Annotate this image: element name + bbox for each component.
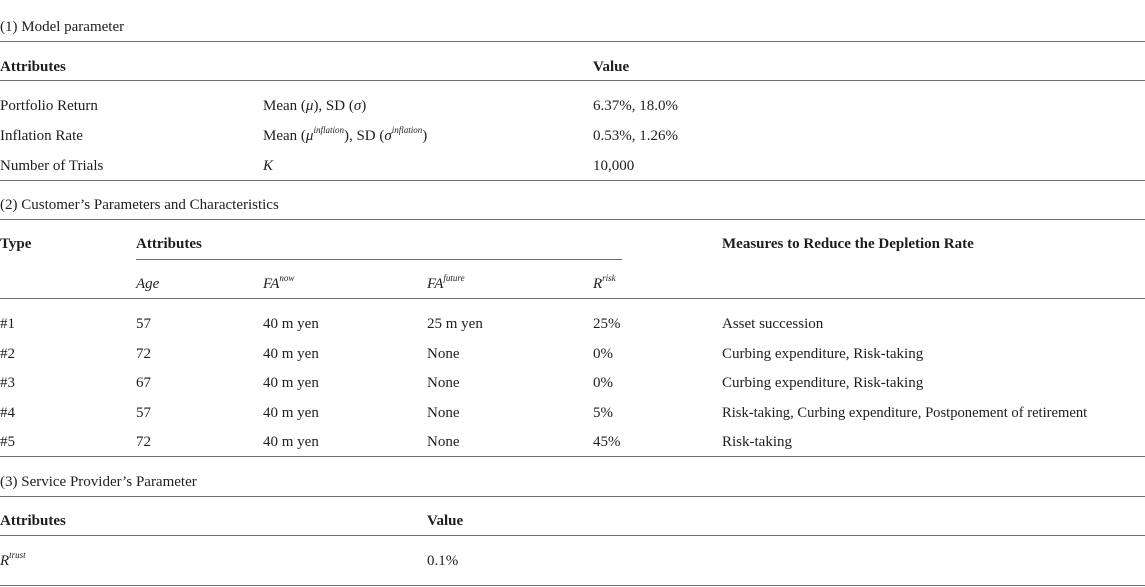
s2-cell-measures: Asset succession [722,316,824,332]
s1-row-name: Number of Trials [0,158,104,174]
s1-row-value: 0.53%, 1.26% [593,128,678,144]
s2-cell-age: 67 [136,375,151,391]
s2-cell-fa-future: None [427,405,460,421]
s1-header-value: Value [593,59,630,75]
s2-cell-fa-now: 40 m yen [263,405,319,421]
s2-cell-type: #4 [0,405,15,421]
s2-header-attributes: Attributes [136,236,202,252]
s1-row-desc: Mean (μ), SD (σ) [263,98,367,114]
rule [0,219,1145,220]
rule [0,585,1145,586]
s2-header-r-risk: $R^{risk}$ [593,273,616,292]
s2-cell-fa-future: 25 m yen [427,316,483,332]
s2-cell-fa-future: None [427,346,460,362]
s2-cell-age: 72 [136,346,151,362]
rule [0,456,1145,457]
s2-cell-age: 57 [136,316,151,332]
s2-cell-fa-future: None [427,434,460,450]
s2-cell-r-risk: 0% [593,346,613,362]
rule [0,80,1145,81]
s2-cell-age: 72 [136,434,151,450]
rule [0,298,1145,299]
section2-title: (2) Customer’s Parameters and Characteristics [0,197,279,213]
section3-title: (3) Service Provider’s Parameter [0,474,197,490]
s2-cell-r-risk: 25% [593,316,621,332]
s1-row-value: 6.37%, 18.0% [593,98,678,114]
s2-cell-fa-now: 40 m yen [263,316,319,332]
s2-cell-measures: Risk-taking [722,434,792,450]
s2-cell-r-risk: 0% [593,375,613,391]
s3-header-value: Value [427,513,464,529]
s1-header-attributes: Attributes [0,59,66,75]
s2-header-measures: Measures to Reduce the Depletion Rate [722,236,974,252]
section1-title: (1) Model parameter [0,19,125,35]
rule [0,535,1145,536]
s2-header-type: Type [0,236,32,252]
s2-header-fa-now: $FA^{now}$ [263,273,295,292]
s2-cell-fa-future: None [427,375,460,391]
s2-header-fa-future: $FA^{future}$ [427,273,465,292]
s2-cell-type: #5 [0,434,15,450]
s2-cell-r-risk: 45% [593,434,621,450]
rule [0,180,1145,181]
s3-row-name: $R^{trust}$ [0,550,26,569]
s2-cell-type: #3 [0,375,15,391]
s2-cell-r-risk: 5% [593,405,613,421]
s2-cell-age: 57 [136,405,151,421]
s2-cell-measures: Risk-taking, Curbing expenditure, Postponement of retirement [722,405,1088,421]
s2-header-age: Age [136,276,160,292]
s3-header-attributes: Attributes [0,513,66,529]
s3-row-value: 0.1% [427,553,459,569]
s1-row-name: Portfolio Return [0,98,98,114]
s1-row-desc: Mean $(\mu^{inflation})$, SD $(\sigma^{inflation})$ [263,125,428,144]
s2-cell-fa-now: 40 m yen [263,346,319,362]
s2-cell-measures: Curbing expenditure, Risk-taking [722,346,924,362]
attributes-underline [136,259,622,260]
s1-row-value: 10,000 [593,158,635,174]
s2-cell-measures: Curbing expenditure, Risk-taking [722,375,924,391]
s2-cell-type: #2 [0,346,15,362]
s1-row-symbol: K [263,158,274,174]
s2-cell-fa-now: 40 m yen [263,434,319,450]
s2-cell-fa-now: 40 m yen [263,375,319,391]
s1-row-name: Inflation Rate [0,128,83,144]
s2-cell-type: #1 [0,316,15,332]
rule [0,496,1145,497]
rule [0,41,1145,42]
